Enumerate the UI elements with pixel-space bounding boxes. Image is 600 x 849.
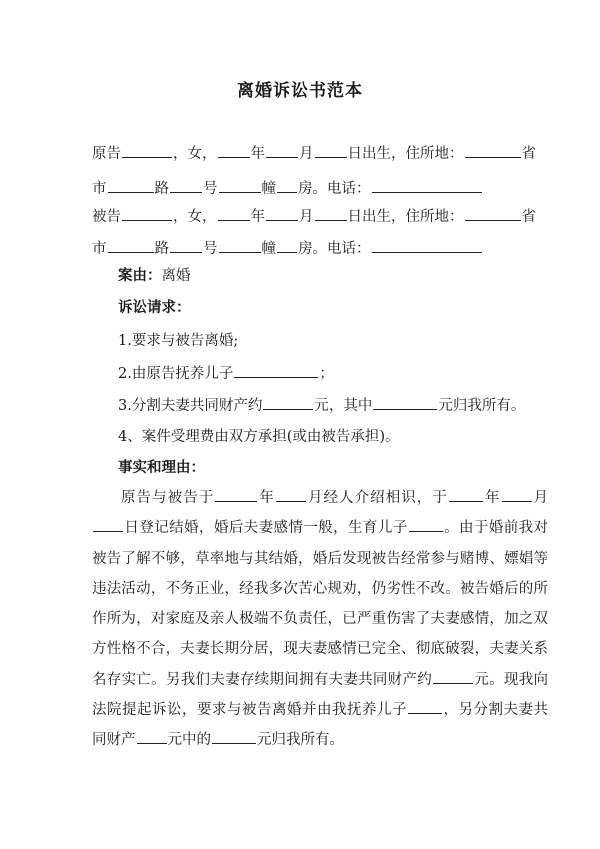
phone-blank: [372, 238, 482, 253]
month-blank: [266, 143, 298, 158]
building-blank: [277, 178, 297, 193]
property-total-blank: [263, 395, 313, 410]
facts-heading: 事实和理由：: [118, 459, 205, 476]
meet-year-blank: [215, 488, 257, 502]
name-blank: [122, 143, 172, 158]
facts-text-5: 月: [532, 490, 549, 506]
province-blank: [465, 206, 521, 221]
province-text: 省: [521, 146, 536, 162]
claim-3-mid: 元，其中: [314, 398, 373, 414]
number-text: 号: [203, 241, 218, 257]
marry-year-blank: [449, 488, 483, 502]
city-blank: [108, 238, 154, 253]
marry-day-blank: [93, 518, 123, 532]
birth-address-text: 日出生，住所地：: [347, 146, 464, 162]
building-blank: [277, 238, 297, 253]
son-count-blank: [409, 518, 443, 532]
facts-text-10: 元中的: [167, 732, 211, 749]
gender-text: ，女，: [173, 209, 217, 225]
custody-son-blank: [408, 700, 442, 714]
day-blank: [315, 143, 347, 158]
road-text: 路: [154, 241, 169, 257]
divide-share-blank: [212, 730, 256, 744]
defendant-line: [92, 206, 550, 227]
claim-3-text: 3.分割夫妻共同财产约: [118, 398, 263, 414]
marry-month-blank: [502, 488, 532, 502]
cause-line: [118, 266, 550, 286]
road-blank: [170, 178, 202, 193]
claim-3: [118, 395, 550, 416]
claim-1: 1.要求与被告离婚;: [118, 333, 239, 349]
plaintiff-address-line: [92, 178, 550, 199]
province-blank: [465, 143, 521, 158]
defendant-label: 被告: [92, 209, 121, 225]
son-blank: [234, 363, 318, 378]
facts-text-8: 元。现我向法院提起诉讼，要求与被告离婚并由我抚养儿子: [92, 671, 549, 719]
year-text: 年: [250, 209, 265, 225]
month-text: 月: [299, 146, 314, 162]
number-blank: [219, 178, 261, 193]
divide-total-blank: [137, 730, 167, 744]
facts-text-2: 年: [258, 490, 275, 506]
room-phone-text: 房。电话：: [298, 181, 371, 197]
gender-text: ，女，: [173, 146, 217, 162]
claim-2: [118, 363, 550, 384]
facts-text-6: 日登记结婚，婚后夫妻感情一般，生育儿子: [124, 520, 408, 537]
province-text: 省: [521, 209, 536, 225]
name-blank: [122, 206, 172, 221]
month-blank: [266, 206, 298, 221]
meet-month-blank: [276, 488, 306, 502]
claims-heading: 诉讼请求：: [118, 299, 191, 316]
city-blank: [108, 178, 154, 193]
road-text: 路: [154, 181, 169, 197]
year-text: 年: [250, 146, 265, 162]
property-share-blank: [373, 395, 437, 410]
facts-text-3: 月经人介绍相识，于: [306, 490, 448, 506]
plaintiff-label: 原告: [92, 146, 121, 162]
building-text: 幢: [261, 181, 276, 197]
claim-3-end: 元归我所有。: [438, 398, 526, 414]
day-blank: [315, 206, 347, 221]
facts-text-11: 元归我所有。: [257, 732, 344, 749]
facts-text-9: ，另分割夫妻共同财产: [92, 702, 548, 749]
claim-2-end: ；: [319, 366, 334, 382]
facts-text-4: 年: [483, 490, 501, 506]
building-text: 幢: [261, 241, 276, 257]
document-title: 离婚诉讼书范本: [237, 81, 363, 101]
phone-blank: [372, 178, 482, 193]
cause-label: 案由：: [118, 267, 162, 284]
city-text: 市: [92, 241, 107, 257]
defendant-address-line: [92, 238, 550, 259]
claim-4: 4、案件受理费由双方承担(或由被告承担)。: [118, 429, 400, 445]
city-text: 市: [92, 181, 107, 197]
plaintiff-line: [92, 143, 550, 164]
cause-value: 离婚: [161, 268, 191, 284]
number-text: 号: [203, 181, 218, 197]
facts-text-7: 。由于婚前我对被告了解不够，草率地与其结婚，婚后发现被告经常参与赌博、嫖娼等违法活动，不务正业，经我多次苦心规劝，仍劣性不改。被告婚后的所作所为，对家庭及亲人极端不负责任，已严重伤害了夫妻感情，加之双方性格不合，夫妻长期分居，现夫妻感情已完全、彻底破裂，夫妻关系名存实亡。另我们夫妻存续期间拥有夫妻共同财产约: [92, 520, 549, 688]
birth-address-text: 日出生，住所地：: [347, 209, 464, 225]
claim-2-text: 2.由原告抚养儿子: [118, 366, 234, 382]
year-blank: [218, 206, 250, 221]
facts-paragraph: [92, 483, 548, 756]
room-phone-text: 房。电话：: [298, 241, 371, 257]
number-blank: [219, 238, 261, 253]
month-text: 月: [299, 209, 314, 225]
road-blank: [170, 238, 202, 253]
year-blank: [218, 143, 250, 158]
joint-property-blank: [433, 670, 473, 684]
facts-text-1: 原告与被告于: [121, 490, 215, 506]
